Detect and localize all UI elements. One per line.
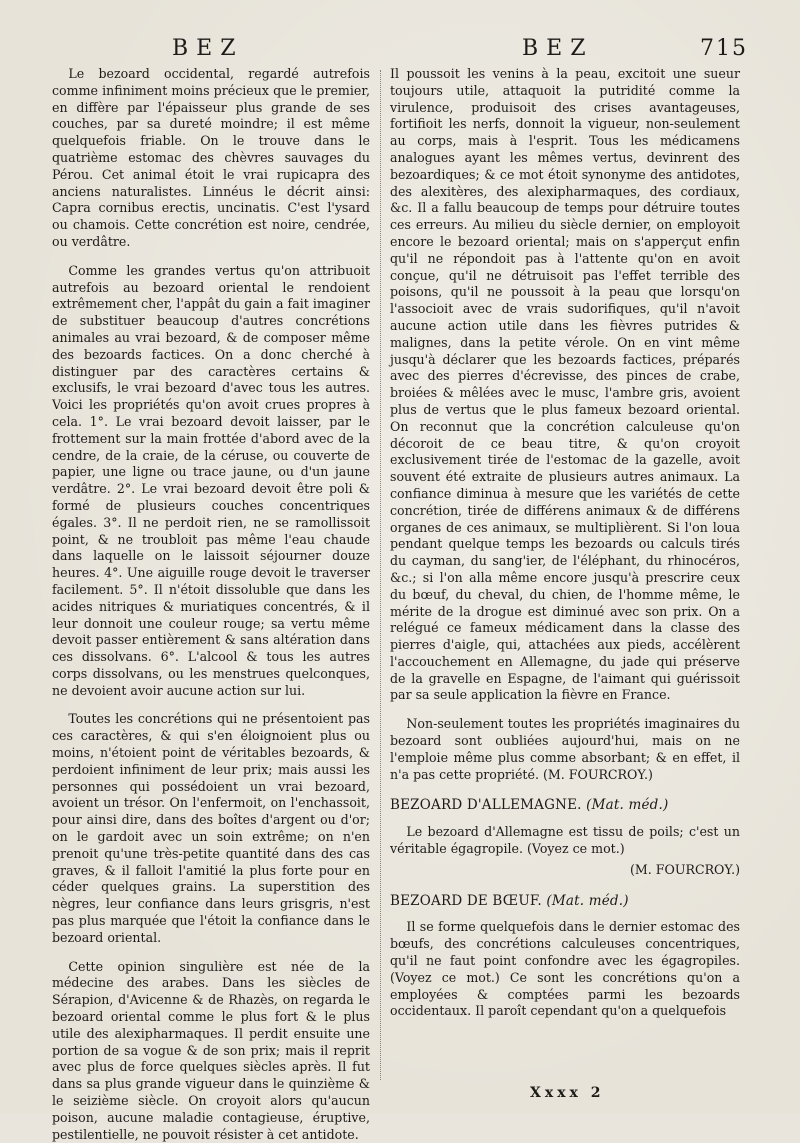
header-left-keyword: BEZ xyxy=(172,36,244,61)
paragraph: Toutes les concrétions qui ne présentoient pas ces caractères, & qui s'en éloignoient plus ou moins, n'étoient point de véritables bezoards, & perdoient infiniment de leur prix; mais aussi les personnes qui possédoient un vrai bezoard, avoient un trésor. On l'enfermoit, on l'enchassoit, pour ainsi dire, dans des boîtes d'argent ou d'or; on le gardoit avec un soin extrême; on n'en prenoit qu'une très-petite quantité dans des cas graves, & il falloit l'amitié la plus forte pour en céder quelques grains. La superstition des nègres, leur confiance dans leurs grisgris, n'est pas plus marquée que l'étoit la confiance dans le bezoard oriental. xyxy=(52,711,370,945)
paragraph: Non-seulement toutes les propriétés imaginaires du bezoard sont oubliées aujourd'hui, mais on ne l'emploie même plus comme absorbant; & en effet, il n'a pas cette propriété. (M. FOURCROY.) xyxy=(390,716,740,782)
paragraph: Cette opinion singulière est née de la médecine des arabes. Dans les siècles de Sérapion, d'Avicenne & de Rhazès, on regarda le bezoard oriental comme le plus fort & le plus utile des alexipharmaques. Il perdit ensuite une portion de sa vogue & de son prix; mais il reprit avec plus de force quelques siècles après. Il fut dans sa plus grande vigueur dans le quinzième & le seizième siècle. On croyoit alors qu'aucun poison, aucune maladie contagieuse, éruptive, pestilentielle, ne pouvoit résister à cet antidote. xyxy=(52,958,370,1142)
entry-heading-boeuf xyxy=(390,893,740,910)
column-divider xyxy=(380,70,381,1080)
paragraph: Il se forme quelquefois dans le dernier estomac des bœufs, des concrétions calculeuses concentriques, qu'il ne faut point confondre avec les égagropiles. (Voyez ce mot.) Ce sont les concrétions qu'on a employées & comptées parmi les bezoards occidentaux. Il paroît cependant qu'on a quelquefois xyxy=(390,919,740,1019)
entry-category: (Mat. méd.) xyxy=(586,797,669,814)
entry-title: BEZOARD D'ALLEMAGNE. xyxy=(390,797,582,814)
entry-category: (Mat. méd.) xyxy=(546,892,629,909)
author-signature: (M. FOURCROY.) xyxy=(629,861,740,877)
printer-signature-mark: Xxxx 2 xyxy=(530,1085,605,1101)
page-number: 715 xyxy=(700,36,748,61)
header-right-keyword: BEZ xyxy=(522,36,594,61)
entry-title: BEZOARD DE BŒUF. xyxy=(390,892,542,909)
left-column xyxy=(52,66,370,1143)
paragraph: Le bezoard occidental, regardé autrefois comme infiniment moins précieux que le premier, en diffère par l'épaisseur plus grande de ses couches, par sa dureté moindre; il est même quelquefois friable. On le trouve dans le quatrième estomac des chèvres sauvages du Pérou. Cet animal étoit le vrai rupicapra des anciens naturalistes. Linnéus le décrit ainsi: Capra cornibus erectis, uncinatis. C'est l'ysard ou chamois. Cette concrétion est noire, cendrée, ou verdâtre. xyxy=(52,66,370,249)
paragraph: Il poussoit les venins à la peau, excitoit une sueur toujours utile, attaquoit la putridité comme la virulence, produisoit des crises avantageuses, fortifioit les nerfs, donnoit la vigueur, non-seulement au corps, mais à l'esprit. Tous les médicamens analogues ayant les mêmes vertus, devinrent des bezoardiques; & ce mot étoit synonyme des antidotes, des alexitères, des alexipharmaques, des cordiaux, &c. Il a fallu beaucoup de temps pour détruire toutes ces erreurs. Au milieu du siècle dernier, on employoit encore le bezoard oriental; mais on s'apperçut enfin qu'il ne répondoit pas à l'attente qu'on en avoit conçue, qu'il ne détruisoit pas l'effet terrible des poisons, qu'il ne poussoit à la peau que lorsqu'on l'associoit avec de vrais sudorifiques, qu'il n'avoit aucune action utile dans les fièvres putrides & malignes, dans la petite vérole. On en vint même jusqu'à déclarer que les bezoards factices, préparés avec des pierres d'écrevisse, des pinces de crabe, broiées & mêlées avec le musc, l'ambre gris, avoient plus de vertus que le plus fameux bezoard oriental. On reconnut que la concrétion calculeuse qu'on décoroit de ce beau titre, & qu'on croyoit exclusivement tirée de l'estomac de la gazelle, avoit souvent été extraite de plusieurs autres animaux. La confiance diminua à mesure que les variétés de cette concrétion, tirée de différens animaux & de différens organes de ces animaux, se multiplièrent. Si l'on loua pendant quelque temps les bezoards ou calculs tirés du cayman, du sang'ier, de l'éléphant, du rhinocéros, &c.; si l'on alla même encore jusqu'à prescrire ceux du bœuf, du cheval, du chien, de l'homme même, le mérite de la drogue est diminué avec son prix. On a relégué ce fameux médicament dans la classe des pierres d'aigle, qui, attachées aux pieds, accélèrent l'accouchement en Allemagne, du jade qui préserve de la gravelle en Espagne, de l'aimant qui guérissoit par sa seule application la fièvre en France. xyxy=(390,66,740,703)
right-column xyxy=(390,66,740,1020)
paragraph: Le bezoard d'Allemagne est tissu de poils; c'est un véritable égagropile. (Voyez ce mot.) xyxy=(390,824,740,857)
entry-heading-allemagne xyxy=(390,797,740,814)
paragraph: Comme les grandes vertus qu'on attribuoit autrefois au bezoard oriental le rendoient extrêmement cher, l'appât du gain a fait imaginer de substituer beaucoup d'autres concrétions animales au vrai bezoard, & de composer même des bezoards factices. On a donc cherché à distinguer par des caractères certains & exclusifs, le vrai bezoard d'avec tous les autres. Voici les propriétés qu'on avoit crues propres à cela. 1°. Le vrai bezoard devoit laisser, par le frottement sur la main frottée d'abord avec de la cendre, de la craie, de la céruse, ou couverte de papier, une ligne ou trace jaune, ou d'un jaune verdâtre. 2°. Le vrai bezoard devoit être poli & formé de plusieurs couches concentriques égales. 3°. Il ne perdoit rien, ne se ramollissoit point, & ne troubloit pas même l'eau chaude dans laquelle on le laissoit séjourner douze heures. 4°. Une aiguille rouge devoit le traverser facilement. 5°. Il n'étoit dissoluble que dans les acides nitriques & muriatiques concentrés, & il leur donnoit une couleur rouge; sa vertu même devoit passer entièrement & sans altération dans ces dissolvans. 6°. L'alcool & tous les autres corps dissolvans, ou les menstrues quelconques, ne devoient avoir aucune action sur lui. xyxy=(52,262,370,698)
